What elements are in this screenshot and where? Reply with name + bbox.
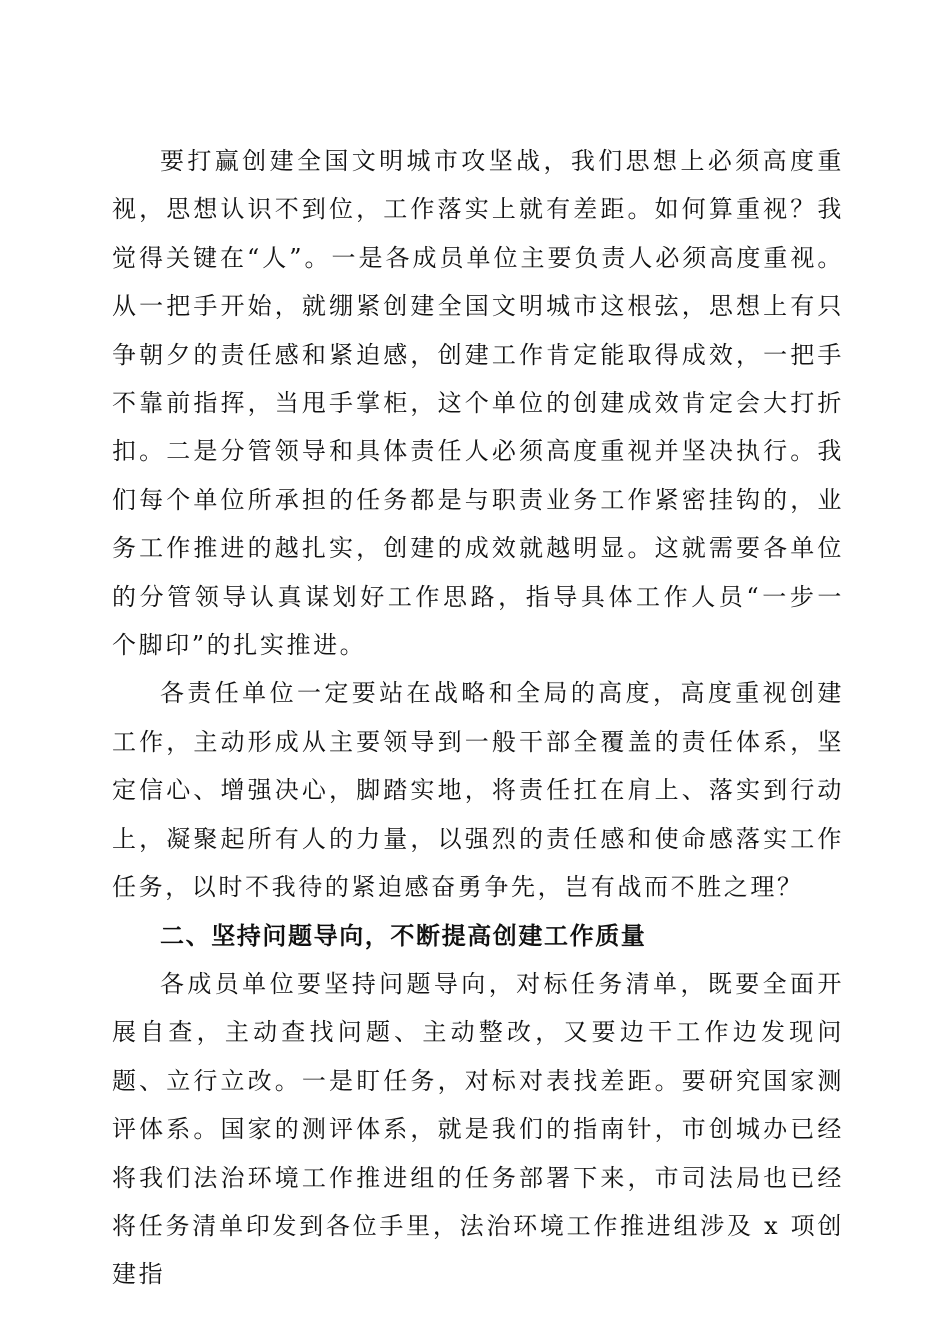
paragraph: 各成员单位要坚持问题导向，对标任务清单，既要全面开展自查，主动查找问题、主动整改，又要边干工作边发现问题、立行立改。一是盯任务，对标对表找差距。要研究国家测评体系。国家的测评体系，就是我们的指南针，市创城办已经将我们法治环境工作推进组的任务部署下来，市司法局也已经将任务清单印发到各位手里，法治环境工作推进组涉及 x 项创建指 xyxy=(112,969,844,1289)
document-body xyxy=(112,137,844,1299)
section-heading: 二、坚持问题导向，不断提高创建工作质量 xyxy=(160,921,647,950)
paragraph: 各责任单位一定要站在战略和全局的高度，高度重视创建工作，主动形成从主要领导到一般干部全覆盖的责任体系，坚定信心、增强决心，脚踏实地，将责任扛在肩上、落实到行动上，凝聚起所有人的力量，以强烈的责任感和使命感落实工作任务，以时不我待的紧迫感奋勇争先，岂有战而不胜之理？ xyxy=(112,679,844,902)
paragraph: 要打赢创建全国文明城市攻坚战，我们思想上必须高度重视，思想认识不到位，工作落实上就有差距。如何算重视？我觉得关键在“人”。一是各成员单位主要负责人必须高度重视。从一把手开始，就绷紧创建全国文明城市这根弦，思想上有只争朝夕的责任感和紧迫感，创建工作肯定能取得成效，一把手不靠前指挥，当甩手掌柜，这个单位的创建成效肯定会大打折扣。二是分管领导和具体责任人必须高度重视并坚决执行。我们每个单位所承担的任务都是与职责业务工作紧密挂钩的，业务工作推进的越扎实，创建的成效就越明显。这就需要各单位的分管领导认真谋划好工作思路，指导具体工作人员“一步一个脚印”的扎实推进。 xyxy=(112,147,844,660)
